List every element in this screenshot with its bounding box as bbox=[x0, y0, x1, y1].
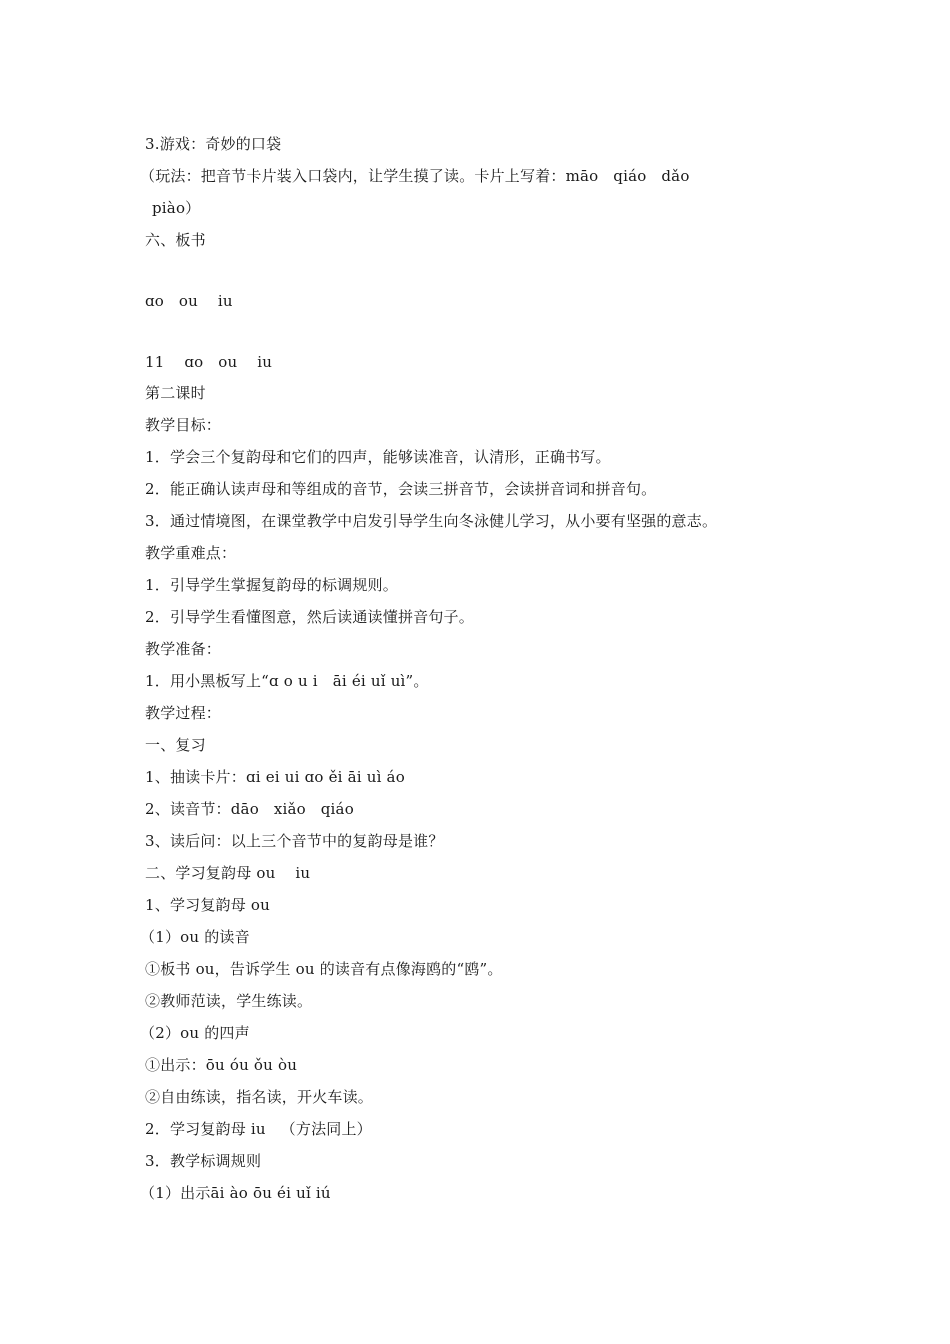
lesson-title: 11 ɑo ou iu bbox=[145, 353, 273, 371]
blackboard-finals: ɑo ou iu bbox=[145, 292, 233, 310]
review-item: 2、读音节：dāo xiǎo qiáo bbox=[145, 800, 354, 818]
tone-rules-step: （1）出示āi ào ōu éi uǐ iú bbox=[140, 1184, 331, 1202]
key-points-heading: 教学重难点： bbox=[145, 544, 237, 562]
objective-item: 3．通过情境图，在课堂教学中启发引导学生向冬泳健儿学习，从小要有坚强的意志。 bbox=[145, 512, 718, 530]
review-item: 1、抽读卡片：ɑi ei ui ɑo ěi āi uì áo bbox=[145, 768, 405, 786]
ou-pronunciation-heading: （1）ou 的读音 bbox=[140, 928, 250, 946]
game-instructions: （玩法：把音节卡片装入口袋内，让学生摸了读。卡片上写着：māo qiáo dǎo bbox=[140, 167, 690, 185]
second-lesson-heading: 第二课时 bbox=[145, 384, 206, 402]
learn-iu-heading: 2．学习复韵母 iu （方法同上） bbox=[145, 1120, 372, 1138]
tone-rules-heading: 3．教学标调规则 bbox=[145, 1152, 262, 1170]
ou-tones-step: ②自由练读，指名读，开火车读。 bbox=[145, 1088, 374, 1106]
preparation-heading: 教学准备： bbox=[145, 640, 222, 658]
ou-pronunciation-step: ②教师范读，学生练读。 bbox=[145, 992, 313, 1010]
section-blackboard-heading: 六、板书 bbox=[145, 231, 206, 249]
game-heading: 3.游戏：奇妙的口袋 bbox=[145, 135, 282, 153]
learn-finals-heading: 二、学习复韵母 ou iu bbox=[145, 864, 311, 882]
learn-ou-heading: 1、学习复韵母 ou bbox=[145, 896, 271, 914]
objective-item: 2．能正确认读声母和等组成的音节，会读三拼音节，会读拼音词和拼音句。 bbox=[145, 480, 657, 498]
ou-tones-step: ①出示：ōu óu ǒu òu bbox=[145, 1056, 298, 1074]
objective-item: 1．学会三个复韵母和它们的四声，能够读准音，认清形，正确书写。 bbox=[145, 448, 611, 466]
key-point-item: 1．引导学生掌握复韵母的标调规则。 bbox=[145, 576, 398, 594]
ou-pronunciation-step: ①板书 ou，告诉学生 ou 的读音有点像海鸥的“鸥”。 bbox=[145, 960, 503, 978]
key-point-item: 2．引导学生看懂图意，然后读通读懂拼音句子。 bbox=[145, 608, 474, 626]
review-item: 3、读后问：以上三个音节中的复韵母是谁？ bbox=[145, 832, 444, 850]
process-heading: 教学过程： bbox=[145, 704, 222, 722]
ou-tones-heading: （2）ou 的四声 bbox=[140, 1024, 250, 1042]
preparation-item: 1．用小黑板写上“ɑ o u i āi éi uǐ uì”。 bbox=[145, 672, 429, 690]
game-instructions-continued: piào） bbox=[152, 199, 201, 217]
review-heading: 一、复习 bbox=[145, 736, 206, 754]
objectives-heading: 教学目标： bbox=[145, 416, 222, 434]
